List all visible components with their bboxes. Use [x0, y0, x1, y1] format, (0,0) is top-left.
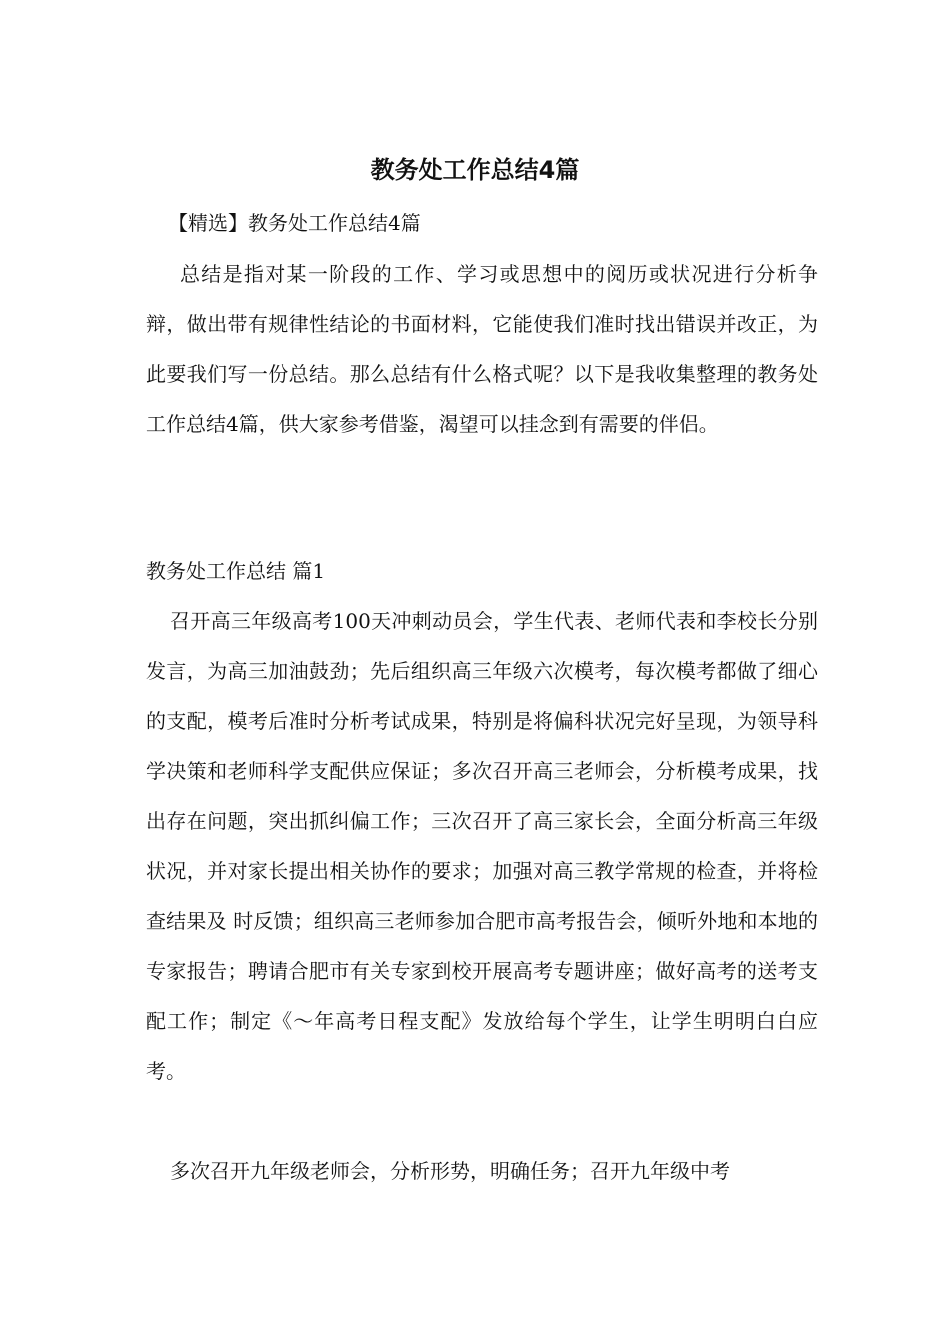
- body-paragraph: 召开高三年级高考100天冲刺动员会，学生代表、老师代表和李校长分别发言，为高三加油鼓劲；先后组织高三年级六次模考，每次模考都做了细心的支配，模考后准时分析考试成果，特别是将偏科状况完好呈现，为领导科学决策和老师科学支配供应保证；多次召开高三老师会，分析模考成果，找出存在问题，突出抓纠偏工作；三次召开了高三家长会，全面分析高三年级状况，并对家长提出相关协作的要求；加强对高三教学常规的检查，并将检查结果及 时反馈；组织高三老师参加合肥市高考报告会，倾听外地和本地的专家报告；聘请合肥市有关专家到校开展高考专题讲座；做好高考的送考支配工作；制定《～年高考日程支配》发放给每个学生，让学生明明白白应考。: [146, 609, 818, 1083]
- section-heading: 教务处工作总结 篇1: [146, 559, 326, 583]
- intro-paragraph: 总结是指对某一阶段的工作、学习或思想中的阅历或状况进行分析争辩，做出带有规律性结论的书面材料，它能使我们准时找出错误并改正，为此要我们写一份总结。那么总结有什么格式呢？以下是我收集整理的教务处工作总结4篇，供大家参考借鉴，渴望可以挂念到有需要的伴侣。: [146, 262, 818, 436]
- document-subtitle: 【精选】教务处工作总结4篇: [168, 211, 421, 235]
- document-title: 教务处工作总结4篇: [370, 156, 580, 184]
- body-paragraph: 多次召开九年级老师会，分析形势，明确任务；召开九年级中考: [170, 1159, 730, 1183]
